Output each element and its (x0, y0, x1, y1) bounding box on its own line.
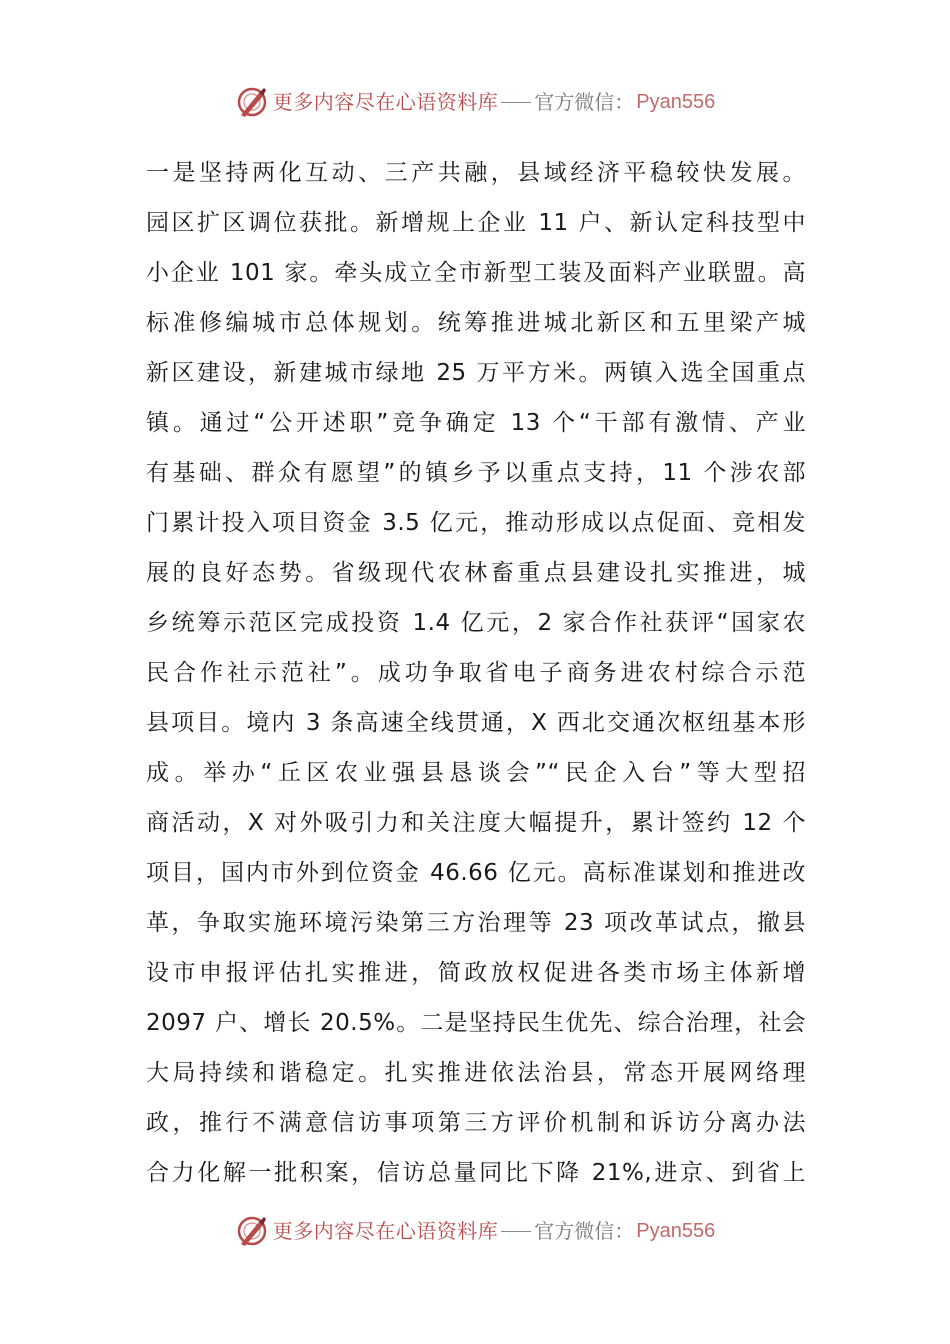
body-line: 革，争取实施环境污染第三方治理等 23 项改革试点，撤县 (146, 910, 806, 936)
banner-wechat-id: Pyan556 (636, 1220, 716, 1242)
body-line: 设市申报评估扎实推进，简政放权促进各类市场主体新增 (146, 960, 806, 986)
pen-logo-icon (235, 85, 269, 119)
body-line: 大局持续和谐稳定。扎实推进依法治县，常态开展网络理 (146, 1060, 806, 1086)
body-line: 展的良好态势。省级现代农林畜重点县建设扎实推进，城 (146, 560, 806, 586)
pen-logo-icon (235, 1214, 269, 1248)
body-line: 商活动，X 对外吸引力和关注度大幅提升，累计签约 12 个 (146, 810, 806, 836)
body-line: 政，推行不满意信访事项第三方评价机制和诉访分离办法 (146, 1110, 806, 1136)
body-line: 有基础、群众有愿望”的镇乡予以重点支持，11 个涉农部 (146, 460, 806, 486)
body-line: 乡统筹示范区完成投资 1.4 亿元，2 家合作社获评“国家农 (146, 610, 806, 636)
body-line: 新区建设，新建城市绿地 25 万平方米。两镇入选全国重点 (146, 360, 806, 386)
body-line: 2097 户、增长 20.5%。二是坚持民生优先、综合治理，社会 (146, 1010, 806, 1036)
banner-wechat-id: Pyan556 (636, 91, 716, 113)
banner-main-text: 更多内容尽在心语资料库 (272, 1219, 499, 1243)
body-line: 合力化解一批积案，信访总量同比下降 21%,进京、到省上 (146, 1160, 806, 1186)
banner-main-text: 更多内容尽在心语资料库 (272, 90, 499, 114)
banner-official-label: 官方微信： (534, 90, 635, 114)
banner-official-label: 官方微信： (534, 1219, 635, 1243)
body-line: 一是坚持两化互动、三产共融，县域经济平稳较快发展。 (146, 160, 806, 186)
body-line: 园区扩区调位获批。新增规上企业 11 户、新认定科技型中 (146, 210, 806, 236)
banner-divider (501, 102, 531, 103)
body-line: 民合作社示范社”。成功争取省电子商务进农村综合示范 (146, 660, 806, 686)
body-line: 标准修编城市总体规划。统筹推进城北新区和五里梁产城 (146, 310, 806, 336)
body-line: 小企业 101 家。牵头成立全市新型工装及面料产业联盟。高 (146, 260, 806, 286)
body-line: 镇。通过“公开述职”竞争确定 13 个“干部有激情、产业 (146, 410, 806, 436)
body-line: 成。举办“丘区农业强县恳谈会”“民企入台”等大型招 (146, 760, 806, 786)
body-line: 县项目。境内 3 条高速全线贯通，X 西北交通次枢纽基本形 (146, 710, 806, 736)
header-banner (0, 82, 950, 122)
footer-banner (0, 1211, 950, 1251)
document-body (146, 148, 806, 1198)
body-line: 项目，国内市外到位资金 46.66 亿元。高标准谋划和推进改 (146, 860, 806, 886)
body-line: 门累计投入项目资金 3.5 亿元，推动形成以点促面、竞相发 (146, 510, 806, 536)
banner-divider (501, 1231, 531, 1232)
